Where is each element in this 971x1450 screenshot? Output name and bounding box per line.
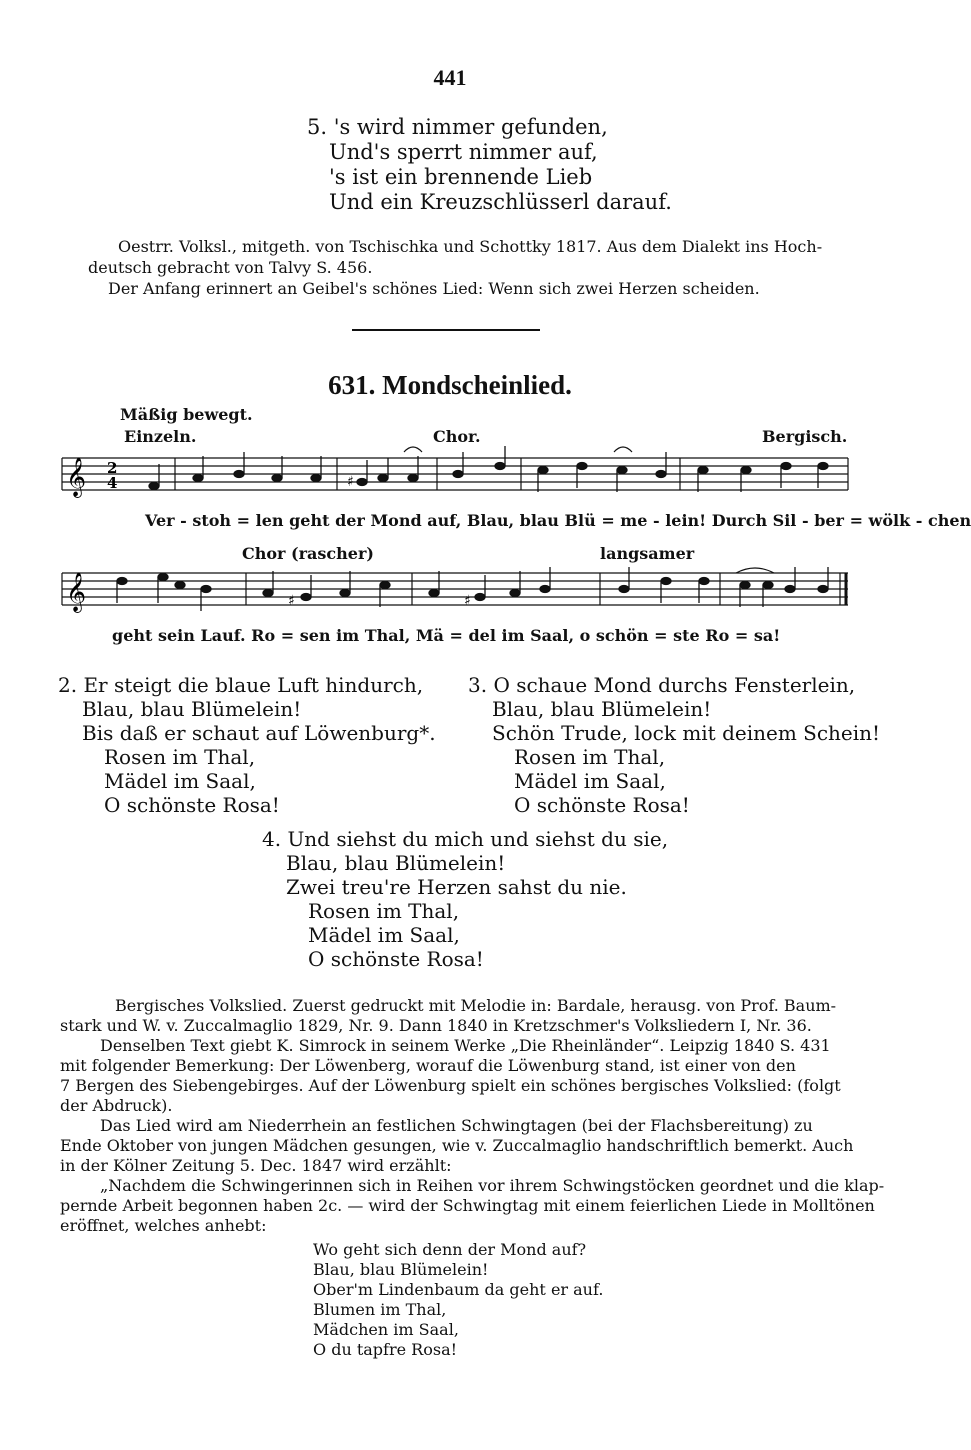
lyric-syllable: chen <box>927 511 971 530</box>
commentary-line: der Abdruck). <box>60 1096 173 1115</box>
section-divider <box>352 329 540 331</box>
cue-langsamer: langsamer <box>600 544 695 563</box>
cue-bergisch: Bergisch. <box>762 427 848 446</box>
lyric-syllable: stoh <box>192 511 232 530</box>
lyric-syllable: Ver <box>145 511 175 530</box>
quoted-verse <box>313 1240 603 1360</box>
stanza-2 <box>58 673 436 817</box>
lyric-syllable: = <box>601 511 615 530</box>
lyric-syllable: - <box>180 511 187 530</box>
lyric-syllable: blau <box>519 511 559 530</box>
stanza-line: O schönste Rosa! <box>514 793 690 817</box>
lyric-syllable: Blau, <box>466 511 515 530</box>
lyric-syllable: o <box>579 626 591 645</box>
lyric-syllable: = <box>280 626 295 645</box>
lyric-syllable: Lauf. <box>200 626 246 645</box>
verse-line: 5. 's wird nimmer gefunden, <box>307 115 608 139</box>
lyrics-line-2 <box>112 626 780 645</box>
stanza-line: O schönste Rosa! <box>308 947 484 971</box>
song-number: 631. <box>328 370 376 400</box>
commentary-line: stark und W. v. Zuccalmaglio 1829, Nr. 9. Dann 1840 in Kretzschmer's Volksliedern I, Nr. 36. <box>60 1016 812 1035</box>
page-number: 441 <box>433 65 467 90</box>
svg-text:♯: ♯ <box>347 474 354 490</box>
song-name: Mondscheinlied. <box>382 370 572 400</box>
stanza-4 <box>262 827 668 971</box>
stanza-line: Mädel im Saal, <box>514 769 666 793</box>
quote-line: O du tapfre Rosa! <box>313 1340 458 1359</box>
lyric-syllable: ste <box>673 626 700 645</box>
lyric-syllable: Sil <box>772 511 797 530</box>
lyric-syllable: schön <box>595 626 649 645</box>
svg-text:♯: ♯ <box>288 593 295 609</box>
lyric-syllable: Durch <box>711 511 768 530</box>
lyric-syllable: der <box>335 511 365 530</box>
lyric-syllable: Ro <box>705 626 730 645</box>
commentary-line: eröffnet, welches anhebt: <box>60 1216 267 1235</box>
lyric-syllable: = <box>734 626 749 645</box>
commentary-line: Denselben Text giebt K. Simrock in seinem Werke „Die Rheinländer“. Leipzig 1840 S. 431 <box>100 1036 831 1055</box>
commentary <box>60 996 884 1236</box>
cue-chor-rascher: Chor (rascher) <box>242 544 374 563</box>
lyric-syllable: Saal, <box>530 626 575 645</box>
svg-text:♯: ♯ <box>464 593 471 609</box>
note-line: Der Anfang erinnert an Geibel's schönes Lied: Wenn sich zwei Herzen scheiden. <box>108 279 760 298</box>
commentary-line: Das Lied wird am Niederrhein an festlichen Schwingtagen (bei der Flachsbereitung) zu <box>100 1116 813 1135</box>
quote-line: Blau, blau Blümelein! <box>313 1260 489 1279</box>
lyric-syllable: geht <box>289 511 330 530</box>
lyric-syllable: sein <box>157 626 195 645</box>
commentary-line: in der Kölner Zeitung 5. Dec. 1847 wird erzählt: <box>60 1156 452 1175</box>
verse-line: Und ein Kreuzschlüsserl darauf. <box>329 190 672 214</box>
commentary-line: mit folgender Bemerkung: Der Löwenberg, worauf die Löwenburg stand, ist einer von den <box>60 1056 796 1075</box>
lyric-syllable: Mä <box>415 626 444 645</box>
stanza-line: Blau, blau Blümelein! <box>286 851 506 875</box>
song-title <box>0 370 900 401</box>
tempo-marking: Mäßig bewegt. <box>120 405 253 424</box>
cue-einzeln: Einzeln. <box>124 427 197 446</box>
lyric-syllable: sa! <box>753 626 781 645</box>
quote-line: Mädchen im Saal, <box>313 1320 459 1339</box>
lyric-syllable: im <box>501 626 525 645</box>
music-staff-2 <box>0 563 900 623</box>
lyric-syllable: auf, <box>427 511 462 530</box>
stanza-line: Mädel im Saal, <box>308 923 460 947</box>
lyric-syllable: ber <box>814 511 844 530</box>
commentary-line: „Nachdem die Schwingerinnen sich in Reihen vor ihrem Schwingstöcken geordnet und die klap- <box>100 1176 885 1195</box>
quote-line: Blumen im Thal, <box>313 1300 447 1319</box>
lyric-syllable: = <box>236 511 251 530</box>
stanza-line: Rosen im Thal, <box>104 745 256 769</box>
stanza-line: Rosen im Thal, <box>308 899 460 923</box>
cue-chor: Chor. <box>433 427 481 446</box>
svg-text:𝄞: 𝄞 <box>66 572 87 612</box>
svg-text:2: 2 <box>107 459 118 477</box>
lyrics-line-1 <box>145 511 971 530</box>
lyric-syllable: geht <box>112 626 153 645</box>
lyric-syllable: Mond <box>370 511 422 530</box>
music-staff-1 <box>0 448 900 508</box>
commentary-line: 7 Bergen des Siebengebirges. Auf der Löwenburg spielt ein schönes bergisches Volkslied: (folgt <box>60 1076 841 1095</box>
verse-line: 's ist ein brennende Lieb <box>329 165 593 189</box>
source-note <box>88 236 823 299</box>
lyric-syllable: wölk <box>868 511 911 530</box>
commentary-line: pernde Arbeit begonnen haben 2c. — wird der Schwingtag mit einem feierlichen Liede in Molltönen <box>60 1196 875 1215</box>
commentary-line: Bergisches Volkslied. Zuerst gedruckt mit Melodie in: Bardale, herausg. von Prof. Baum- <box>115 996 837 1015</box>
lyric-syllable: lein! <box>665 511 707 530</box>
verse-5 <box>307 115 672 215</box>
stanza-line: O schönste Rosa! <box>104 793 280 817</box>
lyric-syllable: sen <box>299 626 331 645</box>
note-line: deutsch gebracht von Talvy S. 456. <box>88 258 373 277</box>
stanza-line: Rosen im Thal, <box>514 745 666 769</box>
stanza-3 <box>468 673 880 817</box>
verse-line: Und's sperrt nimmer auf, <box>329 140 598 164</box>
quote-line: Ober'm Lindenbaum da geht er auf. <box>313 1280 604 1299</box>
quote-line: Wo geht sich denn der Mond auf? <box>313 1240 587 1259</box>
stanza-line: Zwei treu're Herzen sahst du nie. <box>286 875 627 899</box>
stanza-line: Blau, blau Blümelein! <box>82 697 302 721</box>
svg-text:4: 4 <box>107 474 118 492</box>
lyric-syllable: len <box>255 511 284 530</box>
lyric-syllable: - <box>652 511 660 530</box>
lyric-syllable: im <box>336 626 360 645</box>
stanza-line: 4. Und siehst du mich und siehst du sie, <box>262 827 669 851</box>
commentary-line: Ende Oktober von jungen Mädchen gesungen, wie v. Zuccalmaglio handschriftlich bemerkt. Auch <box>60 1136 854 1155</box>
svg-text:𝄞: 𝄞 <box>66 457 87 497</box>
stanza-line: Mädel im Saal, <box>104 769 256 793</box>
stanza-line: 2. Er steigt die blaue Luft hindurch, <box>58 673 424 697</box>
stanza-line: Blau, blau Blümelein! <box>492 697 712 721</box>
lyric-syllable: - <box>915 511 923 530</box>
lyric-syllable: = <box>654 626 668 645</box>
stanza-line: 3. O schaue Mond durchs Fensterlein, <box>468 673 856 697</box>
note-line: Oestrr. Volksl., mitgeth. von Tschischka und Schottky 1817. Aus dem Dialekt ins Hoch- <box>118 237 823 256</box>
lyric-syllable: Blü <box>564 511 596 530</box>
stanza-line: Bis daß er schaut auf Löwenburg*. <box>82 721 436 745</box>
stanza-line: Schön Trude, lock mit deinem Schein! <box>492 721 881 745</box>
lyric-syllable: del <box>468 626 496 645</box>
lyric-syllable: Ro <box>251 626 276 645</box>
lyric-syllable: = <box>849 511 863 530</box>
lyric-syllable: - <box>801 511 809 530</box>
lyric-syllable: me <box>620 511 648 530</box>
lyric-syllable: = <box>449 626 463 645</box>
lyric-syllable: Thal, <box>364 626 411 645</box>
